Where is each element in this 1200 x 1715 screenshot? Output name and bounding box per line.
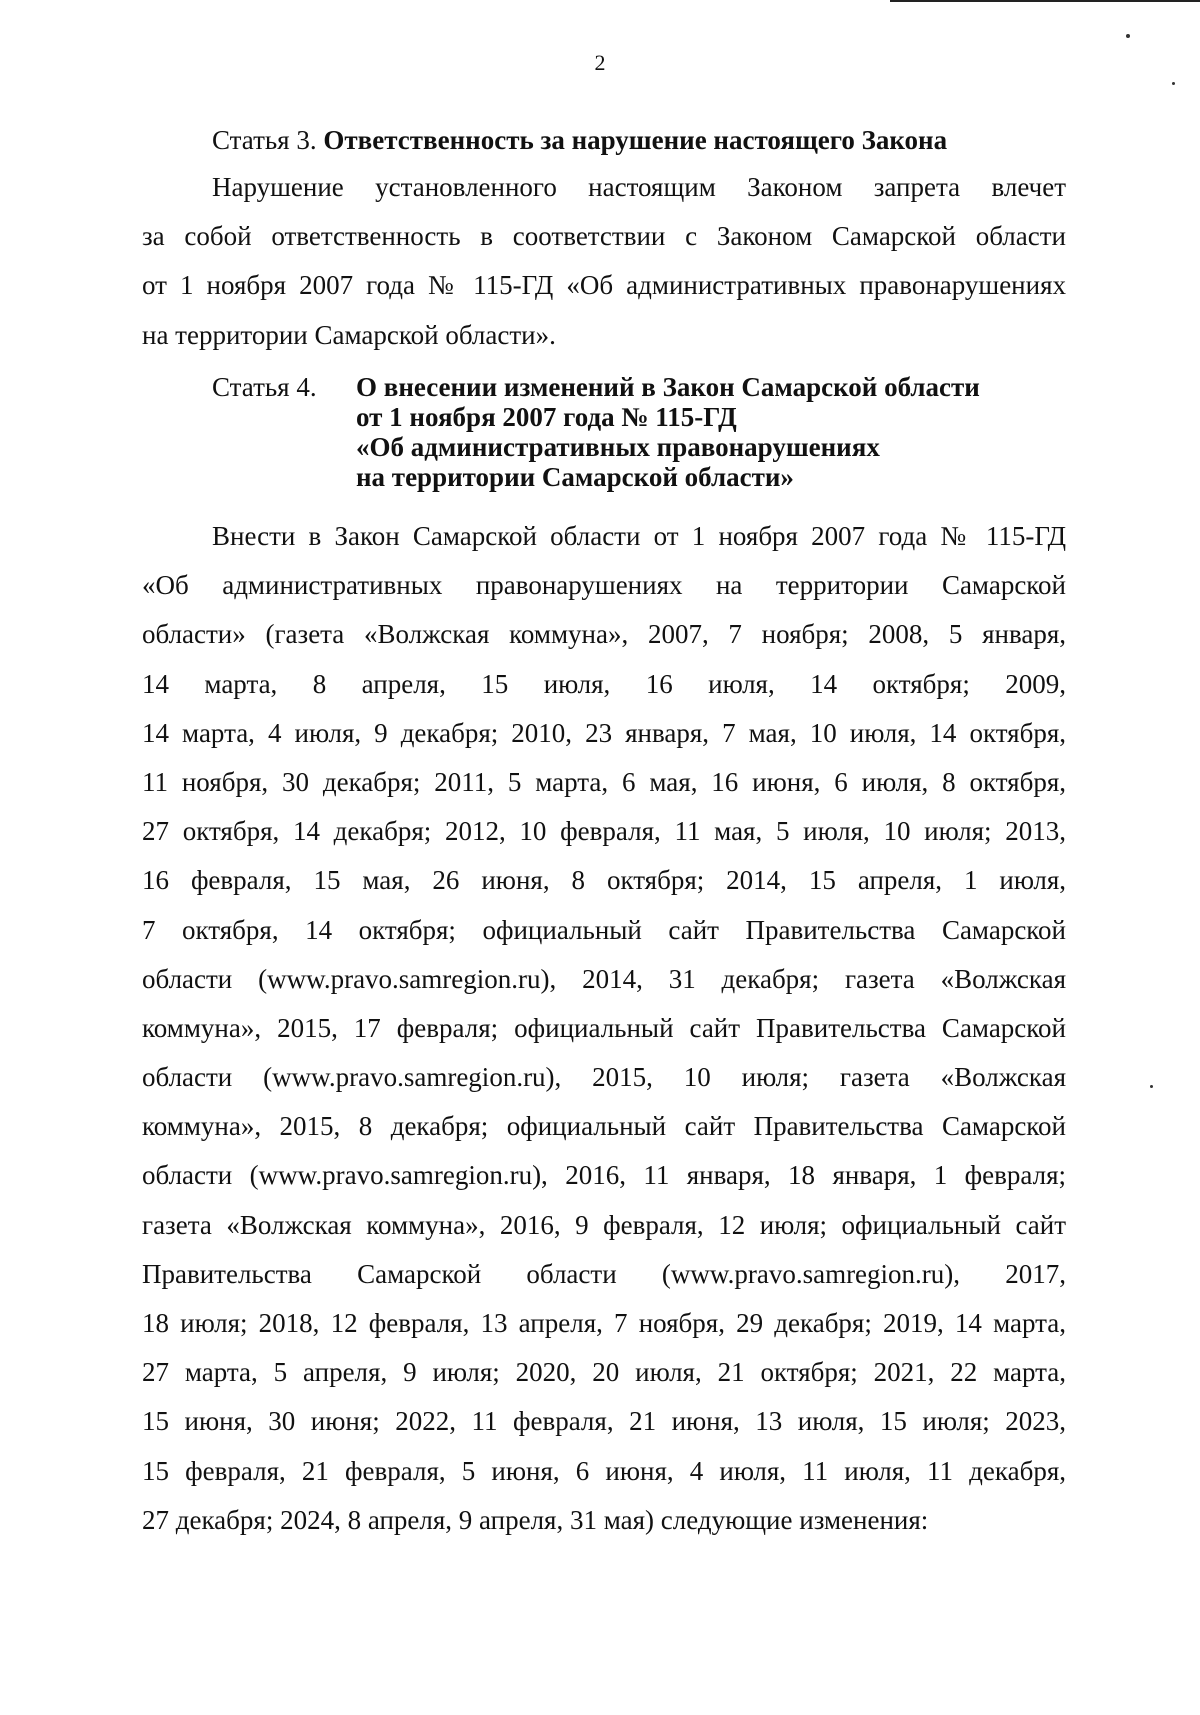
paragraph-line: 14 марта, 4 июля, 9 декабря; 2010, 23 января, 7 мая, 10 июля, 14 октября, xyxy=(142,717,1066,748)
scan-edge-line xyxy=(890,0,1200,2)
article-3-label: Статья 3. xyxy=(212,125,317,155)
paragraph-line: 27 марта, 5 апреля, 9 июля; 2020, 20 июля, 21 октября; 2021, 22 марта, xyxy=(142,1357,1066,1388)
scan-speck xyxy=(1150,1085,1153,1088)
paragraph-line: 16 февраля, 15 мая, 26 июня, 8 октября; 2014, 15 апреля, 1 июля, xyxy=(142,865,1066,896)
paragraph-line: Нарушение установленного настоящим Законом запрета влечет xyxy=(212,172,1066,202)
article-3-heading xyxy=(212,122,947,158)
paragraph-line: от 1 ноября 2007 года № 115-ГД «Об административных правонарушениях xyxy=(142,270,1066,301)
article-4-title-line: на территории Самарской области» xyxy=(356,462,794,492)
paragraph-line: 15 февраля, 21 февраля, 5 июня, 6 июня, 4 июля, 11 июля, 11 декабря, xyxy=(142,1455,1066,1486)
article-4-title-line: «Об административных правонарушениях xyxy=(356,432,880,462)
article-4-label: Статья 4. xyxy=(212,372,317,402)
article-3-body xyxy=(142,163,1066,360)
article-4-title-line: О внесении изменений в Закон Самарской области xyxy=(356,372,980,402)
paragraph-line: 18 июля; 2018, 12 февраля, 13 апреля, 7 ноября, 29 декабря; 2019, 14 марта, xyxy=(142,1308,1066,1338)
paragraph-line: области (www.pravo.samregion.ru), 2016, 11 января, 18 января, 1 февраля; xyxy=(142,1160,1066,1191)
paragraph-line: Правительства Самарской области (www.pravo.samregion.ru), 2017, xyxy=(142,1258,1066,1289)
paragraph-line: 27 декабря; 2024, 8 апреля, 9 апреля, 31 мая) следующие изменения: xyxy=(142,1504,929,1535)
paragraph-line: коммуна», 2015, 8 декабря; официальный сайт Правительства Самарской xyxy=(142,1111,1066,1142)
paragraph-line: 14 марта, 8 апреля, 15 июля, 16 июля, 14 октября; 2009, xyxy=(142,668,1066,699)
article-4-title-line: от 1 ноября 2007 года № 115-ГД xyxy=(356,402,737,432)
paragraph-line: 27 октября, 14 декабря; 2012, 10 февраля, 11 мая, 5 июля, 10 июля; 2013, xyxy=(142,816,1066,847)
scan-speck xyxy=(1126,34,1130,38)
scan-speck xyxy=(1172,82,1175,85)
paragraph-line: области (www.pravo.samregion.ru), 2015, 10 июля; газета «Волжская xyxy=(142,1062,1066,1093)
paragraph-line: 15 июня, 30 июня; 2022, 11 февраля, 21 июня, 13 июля, 15 июля; 2023, xyxy=(142,1406,1066,1437)
paragraph-line: на территории Самарской области». xyxy=(142,319,556,350)
paragraph-line: области (www.pravo.samregion.ru), 2014, 31 декабря; газета «Волжская xyxy=(142,963,1066,994)
paragraph-line: Внести в Закон Самарской области от 1 ноября 2007 года № 115-ГД xyxy=(212,521,1066,551)
paragraph-line: коммуна», 2015, 17 февраля; официальный сайт Правительства Самарской xyxy=(142,1012,1066,1043)
paragraph-line: газета «Волжская коммуна», 2016, 9 февраля, 12 июля; официальный сайт xyxy=(142,1209,1066,1240)
article-4-title xyxy=(356,372,980,492)
paragraph-line: 7 октября, 14 октября; официальный сайт Правительства Самарской xyxy=(142,914,1066,945)
page-number: 2 xyxy=(594,50,606,75)
paragraph-line: 11 ноября, 30 декабря; 2011, 5 марта, 6 мая, 16 июня, 6 июля, 8 октября, xyxy=(142,766,1066,797)
paragraph-line: области» (газета «Волжская коммуна», 2007, 7 ноября; 2008, 5 января, xyxy=(142,619,1066,650)
article-4-body xyxy=(142,512,1066,1545)
article-3-title: Ответственность за нарушение настоящего Закона xyxy=(323,125,948,155)
paragraph-line: за собой ответственность в соответствии с Законом Самарской области xyxy=(142,221,1066,252)
paragraph-line: «Об административных правонарушениях на территории Самарской xyxy=(142,570,1066,601)
